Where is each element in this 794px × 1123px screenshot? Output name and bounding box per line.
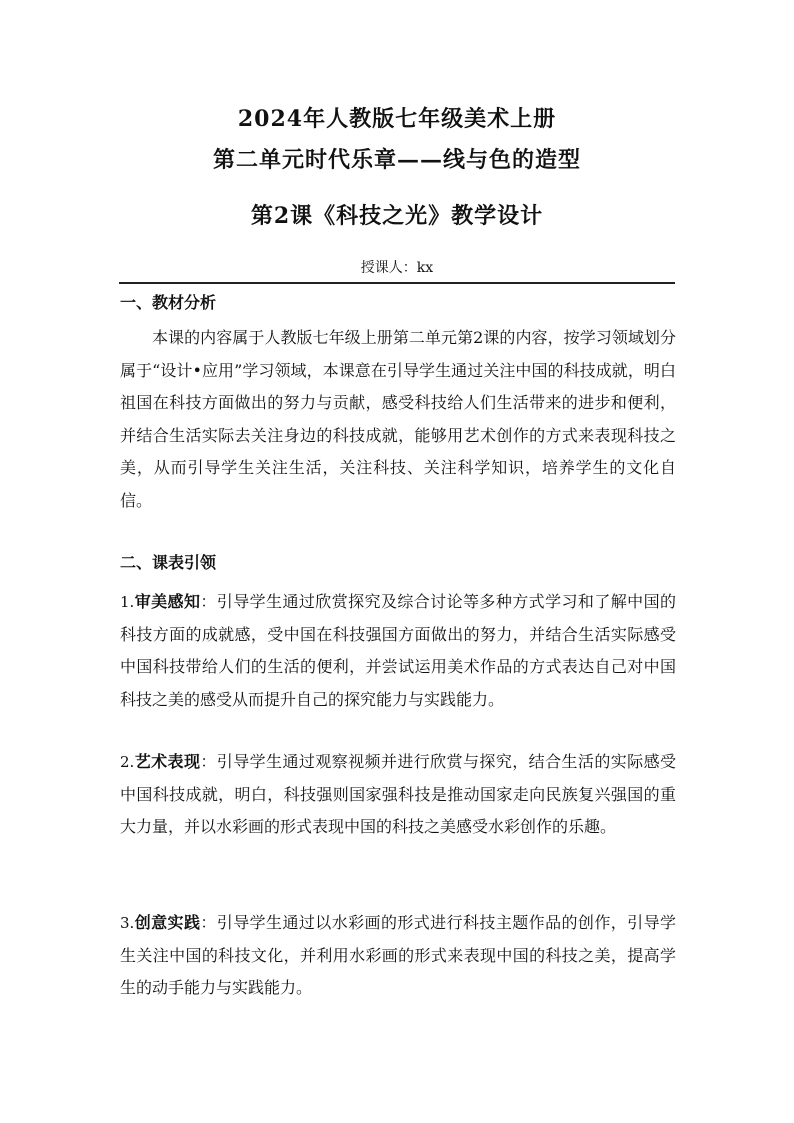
item-label: 创意实践 — [134, 913, 201, 932]
item-label: 艺术表现 — [134, 752, 201, 771]
item-text: ：引导学生通过观察视频并进行欣赏与探究，结合生活的实际感受中国科技成就，明白，科技强则国家强科技是推动国家走向民族复兴强国的重大力量，并以水彩画的形式表现中国的科技之美感受水彩创作的乐趣。 — [120, 752, 676, 836]
item-number: 3. — [120, 914, 135, 932]
item-text: ：引导学生通过欣赏探究及综合讨论等多种方式学习和了解中国的科技方面的成就感，受中国在科技强国方面做出的努力，并结合生活实际感受中国科技带给人们的生活的便利，并尝试运用美术作品的方式表达自己对中国科技之美的感受从而提升自己的探究能力与实践能力。 — [120, 592, 676, 709]
item-number: 1. — [120, 593, 135, 611]
author-line: 授课人：kx — [360, 260, 434, 276]
item-text: ：引导学生通过以水彩画的形式进行科技主题作品的创作，引导学生关注中国的科技文化，并利用水彩画的形式来表现中国的科技之美，提高学生的动手能力与实践能力。 — [120, 913, 676, 997]
section-heading-curriculum-guidance: 二、课表引领 — [120, 553, 217, 572]
guidance-item-aesthetic-perception — [120, 586, 676, 716]
document-title-line-2: 第二单元时代乐章——线与色的造型 — [212, 147, 581, 173]
guidance-item-creative-practice — [120, 907, 676, 1005]
section-body-textbook-analysis: 本课的内容属于人教版七年级上册第二单元第2课的内容，按学习领域划分属于“设计•应用”学习领域，本课意在引导学生通过关注中国的科技成就，明白祖国在科技方面做出的努力与贡献，感受科技给人们生活带来的进步和便利，并结合生活实际去关注身边的科技成就，能够用艺术创作的方式来表现科技之美，从而引导学生关注生活，关注科技、关注科学知识，培养学生的文化自信。 — [120, 328, 676, 510]
guidance-item-artistic-expression — [120, 746, 676, 844]
item-label: 审美感知 — [134, 592, 201, 611]
document-title-line-1: 2024年人教版七年级美术上册 — [237, 106, 557, 132]
header-divider — [119, 282, 675, 284]
lesson-title: 第2课《科技之光》教学设计 — [250, 203, 544, 229]
item-number: 2. — [120, 753, 135, 771]
section-heading-textbook-analysis: 一、教材分析 — [120, 293, 217, 312]
